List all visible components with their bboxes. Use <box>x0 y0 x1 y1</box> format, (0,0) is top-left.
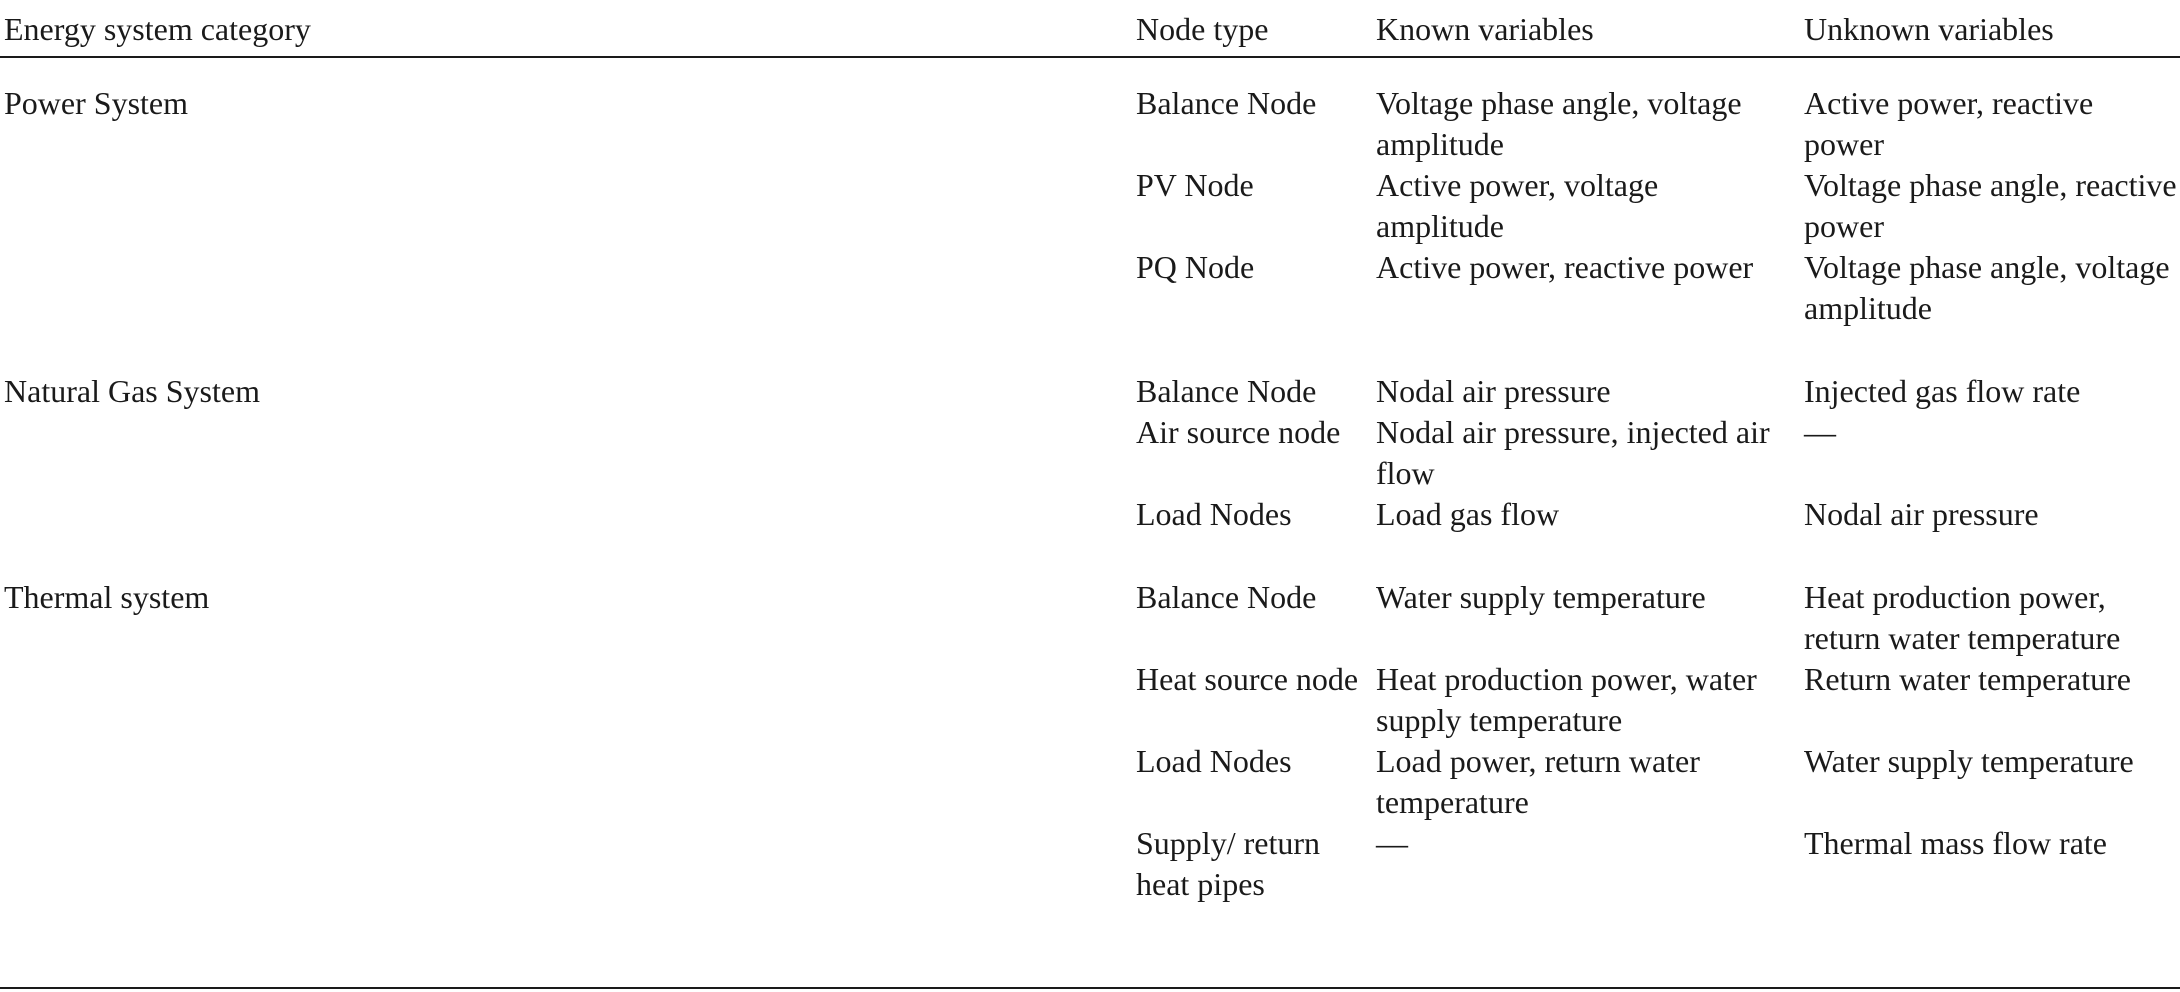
table-bottom-rule <box>0 987 2180 989</box>
node-type-cell: PQ Node <box>1136 249 1255 285</box>
node-type-cell: Heat source node <box>1136 661 1359 697</box>
known-variables-cell: Heat production power, water supply temperature <box>1376 661 1757 738</box>
known-variables-cell: Water supply temperature <box>1376 579 1706 615</box>
node-type-cell: Supply/ return heat pipes <box>1136 825 1320 902</box>
unknown-variables-cell: Water supply temperature <box>1804 743 2134 779</box>
table-body <box>0 57 2180 905</box>
known-variables-cell: Active power, voltage amplitude <box>1376 167 1659 244</box>
unknown-variables-cell: Heat production power, return water temperature <box>1804 579 2121 656</box>
node-type-cell: Air source node <box>1136 414 1341 450</box>
unknown-variables-cell: Nodal air pressure <box>1804 496 2039 532</box>
node-type-cell: Balance Node <box>1136 85 1317 121</box>
unknown-variables-cell: Active power, reactive power <box>1804 85 2094 162</box>
known-variables-cell: Nodal air pressure, injected air flow <box>1376 414 1770 491</box>
header-known-variables: Known variables <box>1372 0 1800 57</box>
node-type-cell: Load Nodes <box>1136 496 1292 532</box>
node-type-cell: Balance Node <box>1136 579 1317 615</box>
known-variables-cell: Load power, return water temperature <box>1376 743 1700 820</box>
known-variables-cell: Voltage phase angle, voltage amplitude <box>1376 85 1742 162</box>
node-type-cell: Load Nodes <box>1136 743 1292 779</box>
table-row <box>0 371 2180 412</box>
known-variables-cell: Active power, reactive power <box>1376 249 1754 285</box>
header-node-type: Node type <box>1132 0 1372 57</box>
header-category: Energy system category <box>0 0 1132 57</box>
known-variables-cell: — <box>1376 825 1408 861</box>
header-row <box>0 0 2180 57</box>
node-type-cell: Balance Node <box>1136 373 1317 409</box>
node-type-cell: PV Node <box>1136 167 1254 203</box>
header-unknown-variables: Unknown variables <box>1800 0 2180 57</box>
unknown-variables-cell: Voltage phase angle, voltage amplitude <box>1804 249 2170 326</box>
known-variables-cell: Load gas flow <box>1376 496 1560 532</box>
table-row <box>0 57 2180 165</box>
unknown-variables-cell: Thermal mass flow rate <box>1804 825 2107 861</box>
table-row <box>0 577 2180 659</box>
table-header <box>0 0 2180 57</box>
unknown-variables-cell: Return water temperature <box>1804 661 2131 697</box>
category-cell-natural-gas-system: Natural Gas System <box>4 373 260 409</box>
unknown-variables-cell: — <box>1804 414 1836 450</box>
category-cell-thermal-system: Thermal system <box>4 579 210 615</box>
unknown-variables-cell: Voltage phase angle, reactive power <box>1804 167 2177 244</box>
known-variables-cell: Nodal air pressure <box>1376 373 1611 409</box>
unknown-variables-cell: Injected gas flow rate <box>1804 373 2081 409</box>
category-cell-power-system: Power System <box>4 85 188 121</box>
